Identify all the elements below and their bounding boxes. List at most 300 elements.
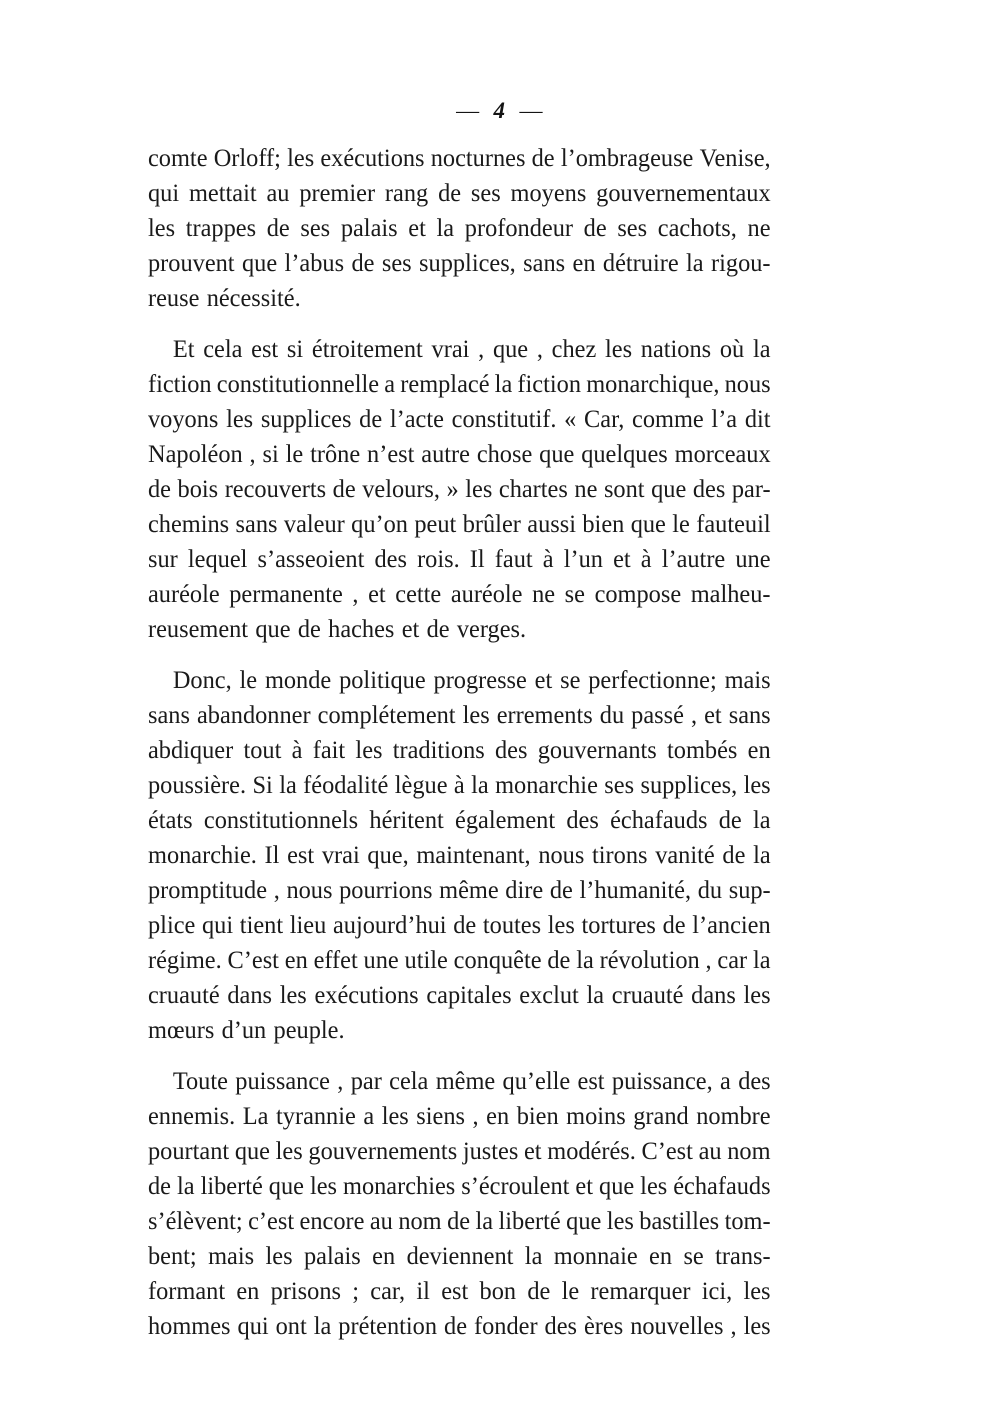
word: à bbox=[542, 544, 554, 573]
word: exclut bbox=[519, 980, 579, 1009]
text-line bbox=[148, 245, 771, 280]
word: du bbox=[599, 700, 625, 729]
word: ; bbox=[352, 1276, 360, 1305]
word: l’acte bbox=[389, 404, 444, 433]
word: de bbox=[359, 404, 383, 433]
word: la bbox=[176, 1171, 195, 1200]
word: lequel bbox=[187, 544, 248, 573]
word: tient bbox=[239, 910, 284, 939]
word: peuple. bbox=[273, 1015, 345, 1044]
word: les bbox=[547, 910, 575, 939]
word: la bbox=[313, 1311, 332, 1340]
text-line bbox=[148, 1063, 771, 1098]
word: s’écroulent bbox=[461, 1171, 570, 1200]
word: que bbox=[234, 1136, 271, 1165]
word: sur bbox=[148, 544, 178, 573]
word: les bbox=[640, 1171, 668, 1200]
text-line bbox=[148, 1168, 771, 1203]
word: Donc, bbox=[172, 665, 232, 694]
word: si bbox=[262, 439, 279, 468]
word: n’est bbox=[367, 439, 415, 468]
word: s’élèvent; bbox=[148, 1206, 243, 1235]
word: la bbox=[279, 770, 297, 799]
word: les bbox=[279, 980, 307, 1009]
text-line bbox=[148, 907, 771, 942]
word: à bbox=[453, 770, 465, 799]
word: les bbox=[462, 700, 490, 729]
word: les bbox=[743, 1311, 771, 1340]
word: que bbox=[539, 439, 575, 468]
word: peut bbox=[414, 509, 457, 538]
word: cachots, bbox=[657, 213, 737, 242]
word: vrai bbox=[431, 334, 470, 363]
word: révolution bbox=[599, 945, 700, 974]
word: ont bbox=[275, 1311, 307, 1340]
folio-dash-right: — bbox=[519, 98, 544, 123]
word: nations bbox=[640, 334, 712, 363]
word: d’un bbox=[221, 1015, 267, 1044]
word: , bbox=[690, 700, 698, 729]
word: velours, bbox=[362, 474, 441, 503]
text-line bbox=[148, 331, 771, 366]
word: la bbox=[686, 248, 704, 277]
word: même bbox=[435, 1066, 496, 1095]
text-line bbox=[148, 611, 771, 646]
word: gouvernementaux bbox=[596, 178, 771, 207]
word: de bbox=[148, 1171, 171, 1200]
word: bon bbox=[479, 1276, 517, 1305]
word: politique bbox=[339, 665, 426, 694]
text-line bbox=[148, 506, 771, 541]
word: de bbox=[297, 614, 321, 643]
word: du bbox=[697, 875, 723, 904]
word: rois. bbox=[417, 544, 460, 573]
word: les bbox=[287, 143, 315, 172]
text-line bbox=[148, 1012, 771, 1047]
word: se bbox=[560, 665, 581, 694]
word: l’un bbox=[563, 544, 603, 573]
word: chose bbox=[476, 439, 533, 468]
word: l’ombrageuse bbox=[560, 143, 694, 172]
word: lègue bbox=[394, 770, 448, 799]
word: ses bbox=[604, 770, 635, 799]
word: la bbox=[471, 770, 489, 799]
word: les bbox=[381, 1101, 409, 1130]
word: de bbox=[662, 910, 686, 939]
word: que, bbox=[367, 840, 409, 869]
word: de bbox=[438, 178, 462, 207]
word: et bbox=[704, 700, 722, 729]
word: fiction bbox=[148, 369, 212, 398]
word: chez bbox=[551, 334, 597, 363]
word: en bbox=[572, 248, 596, 277]
word: cruauté bbox=[611, 980, 684, 1009]
word: gouvernements bbox=[308, 1136, 458, 1165]
word: reusement bbox=[148, 614, 249, 643]
word: monnaie bbox=[553, 1241, 638, 1270]
word: ennemis. bbox=[148, 1101, 236, 1130]
word: féodalité bbox=[303, 770, 389, 799]
word: deviennent bbox=[406, 1241, 514, 1270]
word: les bbox=[309, 1171, 338, 1200]
word: prisons bbox=[270, 1276, 341, 1305]
word: détruire bbox=[602, 248, 679, 277]
word: et bbox=[401, 614, 420, 643]
word: des bbox=[692, 474, 726, 503]
word: tout bbox=[243, 735, 282, 764]
word: de bbox=[444, 1311, 468, 1340]
word: supplices, bbox=[640, 770, 738, 799]
word: sup- bbox=[728, 875, 771, 904]
word: dans bbox=[227, 980, 273, 1009]
word: sans bbox=[148, 700, 190, 729]
word: ses bbox=[470, 178, 501, 207]
word: Car, bbox=[584, 404, 625, 433]
word: par- bbox=[731, 474, 771, 503]
word: à bbox=[291, 735, 303, 764]
page-folio bbox=[0, 98, 1000, 124]
word: ne bbox=[747, 213, 771, 242]
word: cela bbox=[203, 334, 243, 363]
word: recouverts bbox=[224, 474, 327, 503]
word: modérés. bbox=[547, 1136, 636, 1165]
word: auréole bbox=[148, 579, 220, 608]
word: abandonner bbox=[196, 700, 311, 729]
word: que bbox=[241, 248, 278, 277]
word: les bbox=[743, 980, 771, 1009]
text-line bbox=[148, 767, 771, 802]
word: Venise, bbox=[699, 143, 771, 172]
word: bent; bbox=[148, 1241, 197, 1270]
word: une bbox=[735, 544, 771, 573]
word: , bbox=[273, 875, 280, 904]
word: palais bbox=[303, 1241, 361, 1270]
word: par bbox=[350, 1066, 382, 1095]
word: rigou- bbox=[711, 248, 771, 277]
word: dire bbox=[505, 875, 544, 904]
word: c’est bbox=[248, 1206, 295, 1235]
word: que bbox=[599, 1171, 635, 1200]
word: , bbox=[730, 1311, 737, 1340]
text-line bbox=[148, 140, 771, 175]
word: poussière. bbox=[148, 770, 247, 799]
word: mettait bbox=[188, 178, 257, 207]
word: pourrions bbox=[339, 875, 433, 904]
word: sans bbox=[235, 509, 278, 538]
word: de bbox=[426, 614, 450, 643]
text-line bbox=[148, 662, 771, 697]
word: ses bbox=[300, 213, 331, 242]
word: de bbox=[332, 474, 356, 503]
word: complétement bbox=[317, 700, 456, 729]
word: fonder bbox=[473, 1311, 538, 1340]
word: et bbox=[368, 579, 386, 608]
text-line bbox=[148, 1308, 771, 1343]
text-line bbox=[148, 732, 771, 767]
word: est bbox=[577, 1066, 605, 1095]
word: bien bbox=[582, 509, 625, 538]
word: de bbox=[722, 840, 746, 869]
word: de bbox=[266, 213, 290, 242]
word: comme bbox=[632, 404, 704, 433]
word: , bbox=[337, 1066, 344, 1095]
word: Et bbox=[172, 334, 195, 363]
text-line bbox=[148, 541, 771, 576]
word: la bbox=[475, 1206, 494, 1235]
word: a bbox=[720, 1066, 731, 1095]
word: utile bbox=[404, 945, 448, 974]
word: monarchie. bbox=[148, 840, 257, 869]
word: promptitude bbox=[148, 875, 268, 904]
word: en bbox=[372, 1241, 396, 1270]
word: ères bbox=[584, 1311, 624, 1340]
word: moyens bbox=[510, 178, 587, 207]
word: de bbox=[447, 1206, 471, 1235]
paragraph bbox=[148, 140, 800, 315]
word: tirons bbox=[592, 840, 648, 869]
word: en bbox=[284, 945, 308, 974]
word: valeur bbox=[283, 509, 345, 538]
word: chemins bbox=[148, 509, 230, 538]
word: les bbox=[226, 404, 254, 433]
word: dit bbox=[744, 404, 771, 433]
word: chartes bbox=[498, 474, 568, 503]
word: l’humanité, bbox=[579, 875, 692, 904]
word: brûler bbox=[462, 509, 521, 538]
word: ici, bbox=[701, 1276, 733, 1305]
word: haches bbox=[328, 614, 395, 643]
word: constitutionnelle bbox=[216, 369, 380, 398]
word: s’asseoient bbox=[257, 544, 365, 573]
word: qu’elle bbox=[502, 1066, 571, 1095]
word: qui bbox=[237, 1311, 269, 1340]
word: ne bbox=[574, 474, 598, 503]
word: tom- bbox=[724, 1206, 771, 1235]
word: La bbox=[242, 1101, 269, 1130]
word: maintenant, bbox=[416, 840, 531, 869]
word: effet bbox=[313, 945, 358, 974]
word: nous bbox=[286, 875, 333, 904]
word: monarchie bbox=[495, 770, 598, 799]
word: régime. bbox=[148, 945, 222, 974]
word: voyons bbox=[148, 404, 219, 433]
word: formant bbox=[148, 1276, 226, 1305]
word: , bbox=[249, 439, 256, 468]
paragraph bbox=[148, 331, 800, 646]
word: et bbox=[575, 1171, 594, 1200]
word: tombés bbox=[667, 735, 738, 764]
word: passé bbox=[631, 700, 684, 729]
word: cruauté bbox=[148, 980, 220, 1009]
word: sans bbox=[523, 248, 566, 277]
word: nouvelles bbox=[630, 1311, 724, 1340]
word: les bbox=[355, 735, 383, 764]
word: les bbox=[743, 770, 771, 799]
word: la bbox=[586, 980, 605, 1009]
word: à bbox=[640, 544, 652, 573]
word: car, bbox=[370, 1276, 406, 1305]
word: trans- bbox=[715, 1241, 771, 1270]
word: monde bbox=[264, 665, 332, 694]
word: et bbox=[524, 1136, 542, 1165]
word: au bbox=[266, 178, 290, 207]
word: constitutif. bbox=[451, 404, 557, 433]
word: le bbox=[561, 1276, 580, 1305]
word: toutes bbox=[482, 910, 542, 939]
word: justes bbox=[462, 1136, 519, 1165]
word: trappes bbox=[185, 213, 257, 242]
word: états bbox=[148, 805, 193, 834]
word: comte bbox=[148, 143, 208, 172]
word: de bbox=[718, 805, 742, 834]
text-line bbox=[148, 872, 771, 907]
word: moins bbox=[566, 1101, 626, 1130]
word: prétention bbox=[338, 1311, 438, 1340]
word: que bbox=[255, 614, 291, 643]
word: la bbox=[753, 840, 771, 869]
text-line bbox=[148, 802, 771, 837]
word: profondeur bbox=[464, 213, 573, 242]
word: de bbox=[583, 213, 607, 242]
word: exécutions bbox=[320, 143, 425, 172]
body-text-column bbox=[148, 140, 800, 1343]
word: sont bbox=[603, 474, 645, 503]
word: la bbox=[524, 1241, 543, 1270]
word: des bbox=[738, 1066, 771, 1095]
word: des bbox=[374, 544, 407, 573]
word: en bbox=[649, 1241, 673, 1270]
word: traditions bbox=[392, 735, 485, 764]
word: progresse bbox=[433, 665, 527, 694]
word: nom bbox=[398, 1206, 442, 1235]
word: » bbox=[446, 474, 459, 503]
word: tyrannie bbox=[276, 1101, 356, 1130]
word: a bbox=[363, 1101, 375, 1130]
word: de bbox=[453, 910, 477, 939]
word: nom bbox=[727, 1136, 771, 1165]
word: gouvernants bbox=[537, 735, 657, 764]
word: Napoléon bbox=[148, 439, 243, 468]
word: fiction bbox=[517, 369, 582, 398]
word: des bbox=[544, 1311, 578, 1340]
word: vanité bbox=[655, 840, 715, 869]
word: rang bbox=[384, 178, 429, 207]
word: bois bbox=[177, 474, 219, 503]
word: mœurs bbox=[148, 1015, 215, 1044]
word: et bbox=[534, 665, 553, 694]
word: Il bbox=[264, 840, 280, 869]
word: fait bbox=[312, 735, 346, 764]
word: bastilles bbox=[639, 1206, 720, 1235]
word: autre bbox=[421, 439, 470, 468]
word: qui bbox=[148, 178, 180, 207]
word: échafauds bbox=[673, 1171, 771, 1200]
word: qu’on bbox=[351, 509, 408, 538]
word: et bbox=[613, 544, 631, 573]
word: les bbox=[743, 1276, 771, 1305]
word: sans bbox=[728, 700, 771, 729]
word: de bbox=[549, 875, 573, 904]
text-line bbox=[148, 1098, 771, 1133]
word: plice bbox=[148, 910, 196, 939]
paragraph bbox=[148, 1063, 800, 1343]
word: que bbox=[651, 474, 687, 503]
text-line bbox=[148, 175, 771, 210]
word: verges. bbox=[456, 614, 527, 643]
word: cela bbox=[389, 1066, 429, 1095]
word: la bbox=[576, 945, 594, 974]
word: mais bbox=[208, 1241, 255, 1270]
word: , bbox=[536, 334, 543, 363]
word: mais bbox=[724, 665, 771, 694]
text-line bbox=[148, 471, 771, 506]
word: de bbox=[148, 474, 171, 503]
word: remarquer bbox=[590, 1276, 691, 1305]
folio-dash-left: — bbox=[456, 98, 481, 123]
word: si bbox=[286, 334, 304, 363]
word: où bbox=[719, 334, 745, 363]
text-line bbox=[148, 1203, 771, 1238]
word: liberté bbox=[498, 1206, 561, 1235]
word: car bbox=[717, 945, 748, 974]
text-line bbox=[148, 576, 771, 611]
word: , bbox=[472, 1101, 479, 1130]
word: l’a bbox=[711, 404, 738, 433]
word: les bbox=[606, 1206, 634, 1235]
word: les bbox=[605, 334, 633, 363]
word: siens bbox=[416, 1101, 466, 1130]
word: l’autre bbox=[661, 544, 726, 573]
word: Orloff; bbox=[213, 143, 281, 172]
word: quelques bbox=[581, 439, 668, 468]
word: perfectionne; bbox=[588, 665, 717, 694]
word: qui bbox=[202, 910, 234, 939]
word: que bbox=[630, 509, 666, 538]
word: tortures bbox=[581, 910, 656, 939]
word: puissance bbox=[235, 1066, 330, 1095]
word: C’est bbox=[641, 1136, 693, 1165]
word: grand bbox=[633, 1101, 689, 1130]
word: étroitement bbox=[311, 334, 423, 363]
word: Si bbox=[252, 770, 273, 799]
word: premier bbox=[299, 178, 376, 207]
word: se bbox=[564, 579, 585, 608]
word: permanente bbox=[229, 579, 343, 608]
word: au bbox=[698, 1136, 722, 1165]
word: ne bbox=[532, 579, 556, 608]
word: compose bbox=[594, 579, 682, 608]
text-line bbox=[148, 1273, 771, 1308]
word: les bbox=[148, 213, 176, 242]
word: en bbox=[747, 735, 771, 764]
word: auréole bbox=[450, 579, 523, 608]
word: est bbox=[251, 334, 279, 363]
word: palais bbox=[340, 213, 398, 242]
word: prouvent bbox=[148, 248, 235, 277]
word: la bbox=[752, 334, 771, 363]
word: que bbox=[566, 1206, 602, 1235]
page-number: 4 bbox=[493, 98, 507, 123]
word: hommes bbox=[148, 1311, 231, 1340]
paragraph bbox=[148, 662, 800, 1047]
word: est bbox=[441, 1276, 469, 1305]
word: lieu bbox=[289, 910, 327, 939]
word: ses bbox=[617, 213, 648, 242]
word: même bbox=[439, 875, 499, 904]
word: capitales bbox=[426, 980, 512, 1009]
word: faut bbox=[494, 544, 533, 573]
word: pourtant bbox=[148, 1136, 230, 1165]
